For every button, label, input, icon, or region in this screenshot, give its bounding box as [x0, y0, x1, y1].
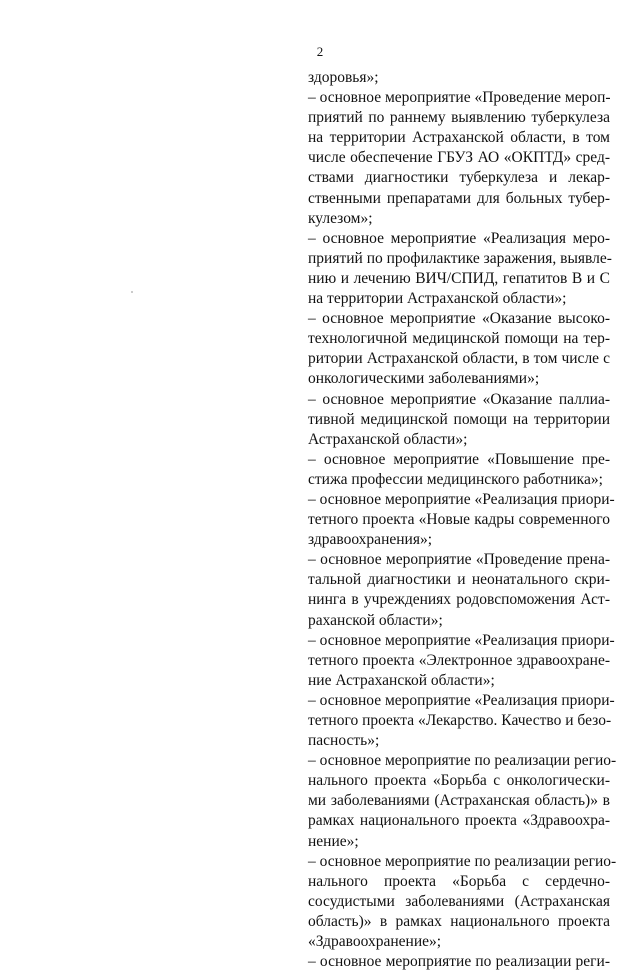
text-line: нального проекта «Борьба с сердечно-	[308, 872, 610, 890]
paragraph	[308, 88, 610, 229]
text-line: – основное мероприятие «Проведение прена-	[308, 551, 610, 569]
text-line: пасность»;	[308, 732, 380, 750]
text-line: нинга в учреждениях родовспоможения Аст-	[308, 591, 610, 609]
text-line: рамках национального проекта «Здравоохра-	[308, 812, 610, 830]
document-body	[308, 68, 617, 972]
paragraph	[308, 952, 610, 972]
text-line: – основное мероприятие «Реализация приори-	[308, 490, 615, 508]
text-line: приятий по профилактике заражения, выявле-	[308, 249, 612, 267]
text-line: – основное мероприятие «Реализация меро-	[308, 229, 610, 247]
text-line: тальной диагностики и неонатального скри-	[308, 571, 610, 589]
text-line: тивной медицинской помощи на территории	[308, 410, 610, 428]
text-line: числе обеспечение ГБУЗ АО «ОКПТД» сред-	[308, 149, 610, 167]
paragraph	[308, 751, 617, 851]
text-line: – основное мероприятие «Повышение пре-	[308, 450, 610, 468]
text-line: тетного проекта «Новые кадры современного	[308, 511, 610, 529]
page-number: 2	[316, 44, 324, 59]
text-line: – основное мероприятие по реализации регио-	[308, 752, 617, 770]
paragraph	[308, 691, 615, 751]
paragraph	[308, 490, 615, 550]
text-line: Астраханской области»;	[308, 430, 468, 448]
paragraph	[308, 309, 610, 389]
paragraph	[308, 229, 610, 309]
text-line: приятий по раннему выявлению туберкулеза	[308, 109, 610, 127]
text-line: – основное мероприятие по реализации реги-	[308, 953, 610, 971]
text-line: ствами диагностики туберкулеза и лекар-	[308, 169, 610, 187]
scan-speck	[131, 291, 133, 293]
text-line: тетного проекта «Лекарство. Качество и безо-	[308, 712, 612, 729]
text-line: на территории Астраханской области»;	[308, 290, 567, 308]
text-line: – основное мероприятие по реализации регио-	[308, 852, 617, 870]
text-line: – основное мероприятие «Реализация приори-	[308, 631, 615, 649]
text-line: – основное мероприятие «Оказание паллиа-	[308, 390, 610, 408]
paragraph	[308, 631, 615, 691]
text-line: стижа профессии медицинского работника»;	[308, 470, 603, 488]
text-line: – основное мероприятие «Проведение мероп-	[308, 89, 611, 107]
text-line: нию и лечению ВИЧ/СПИД, гепатитов В и С	[308, 269, 610, 287]
text-line: тетного проекта «Электронное здравоохране-	[308, 651, 610, 669]
text-line: здравоохранения»;	[308, 531, 433, 549]
paragraph	[308, 852, 617, 952]
text-line: ми заболеваниями (Астраханская область)» в	[308, 792, 610, 810]
text-line: кулезом»;	[308, 209, 373, 227]
paragraph	[308, 390, 610, 450]
text-line: «Здравоохранение»;	[308, 933, 442, 951]
paragraph	[308, 450, 610, 490]
text-line: – основное мероприятие «Оказание высоко-	[308, 310, 610, 328]
text-line: ственными препаратами для больных тубер-	[308, 189, 610, 207]
text-line: ние Астраханской области»;	[308, 671, 495, 689]
text-line: область)» в рамках национального проекта	[308, 912, 610, 930]
text-line: раханской области»;	[308, 611, 443, 629]
text-line: сосудистыми заболеваниями (Астраханская	[308, 892, 610, 910]
text-line: – основное мероприятие «Реализация приори-	[308, 691, 615, 709]
paragraph	[308, 550, 610, 630]
text-line: на территории Астраханской области, в том	[308, 129, 610, 147]
text-line: ритории Астраханской области, в том числе с	[308, 350, 610, 368]
text-line: нение»;	[308, 832, 359, 850]
text-line: технологичной медицинской помощи на тер-	[308, 330, 610, 348]
text-line: онкологическими заболеваниями»;	[308, 370, 540, 388]
text-line: нального проекта «Борьба с онкологически-	[308, 772, 610, 790]
text-line: здоровья»;	[308, 69, 379, 86]
paragraph	[308, 68, 610, 88]
